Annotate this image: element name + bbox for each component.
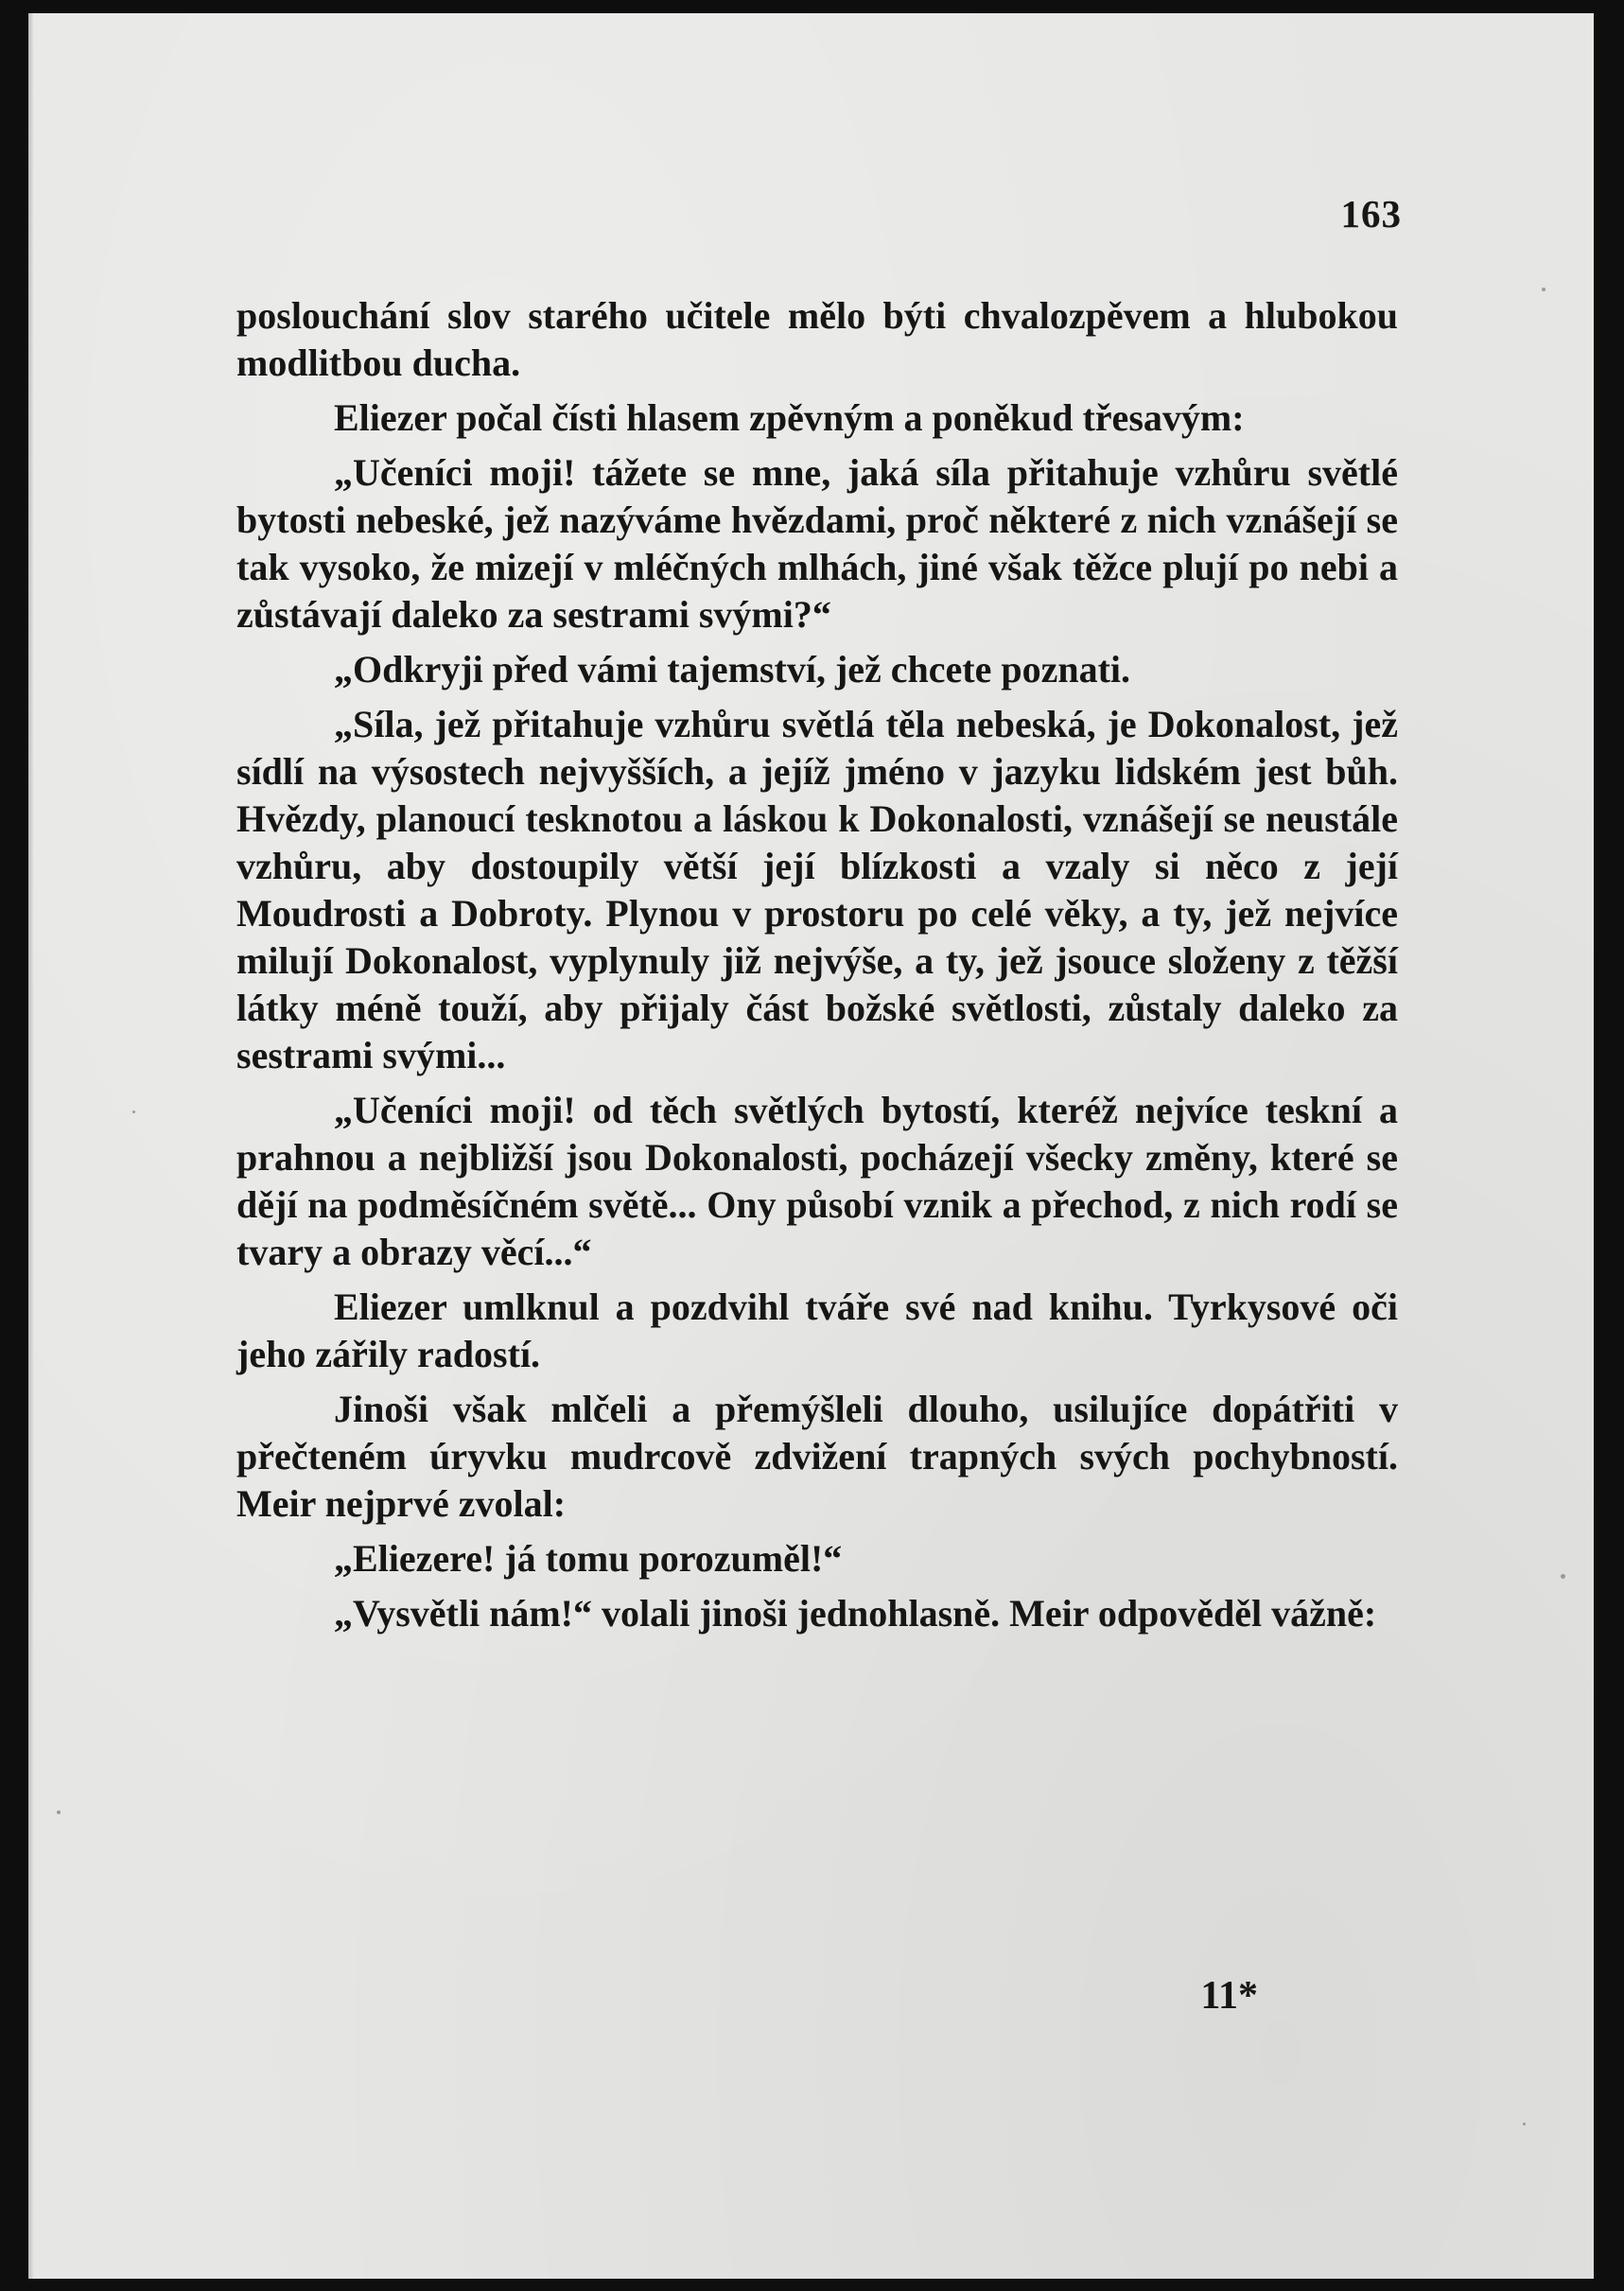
page-edge-shadow: [28, 13, 34, 2279]
book-page: [28, 13, 1594, 2279]
paragraph-9: „Eliezere! já tomu porozuměl!“: [334, 1537, 843, 1580]
paper-speck: [1561, 1574, 1565, 1579]
paper-speck: [57, 1810, 61, 1814]
paragraph-6: „Učeníci moji! od těch světlých bytostí, kteréž nejvíce teskní a prahnou a nejbližší jsou Dokonalosti, pocházejí všecky změny, které se dějí na podměsíčném světě... Ony působí vznik a přechod, z nich rodí se tvary a obrazy věcí...“: [236, 1089, 1398, 1273]
paragraph-8: Jinoši však mlčeli a přemýšleli dlouho, usilujíce dopátřiti v přečteném úryvku mudrcově zdvižení trapných svých pochybností. Meir nejprvé zvolal:: [236, 1388, 1398, 1525]
paragraph-5: „Síla, jež přitahuje vzhůru světlá těla nebeská, je Dokonalost, jež sídlí na výsostech nejvyšších, a jejíž jméno v jazyku lidském jest bůh. Hvězdy, planoucí tesknotou a láskou k Dokonalosti, vznášejí se neustále vzhůru, aby dostoupily větší její blízkosti a vzaly si něco z její Moudrosti a Dobroty. Plynou v prostoru po celé věky, a ty, jež nejvíce milují Dokonalost, vyplynuly již nejvýše, a ty, jež jsouce složeny z těžší látky méně touží, aby přijaly část božské světlosti, zůstaly daleko za sestrami svými...: [236, 703, 1398, 1076]
body-text: [236, 292, 1398, 1645]
page-number: 163: [1340, 192, 1402, 236]
paper-speck: [132, 1111, 135, 1113]
paper-speck: [1542, 288, 1545, 291]
paragraph-10: „Vysvětli nám!“ volali jinoši jednohlasně. Meir odpověděl vážně:: [334, 1592, 1377, 1635]
printer-signature-mark: 11*: [1200, 1974, 1258, 2018]
paragraph-4: „Odkryji před vámi tajemství, jež chcete poznati.: [334, 648, 1131, 691]
paper-speck: [1523, 2123, 1526, 2125]
paragraph-7: Eliezer umlknul a pozdvihl tváře své nad knihu. Tyrkysové oči jeho zářily radostí.: [236, 1285, 1398, 1375]
paragraph-3: „Učeníci moji! tážete se mne, jaká síla přitahuje vzhůru světlé bytosti nebeské, jež nazýváme hvězdami, proč některé z nich vznášejí se tak vysoko, že mizejí v mléčných mlhách, jiné však těžce plují po nebi a zůstávají daleko za sestrami svými?“: [236, 451, 1398, 636]
paragraph-1: poslouchání slov starého učitele mělo býti chvalozpěvem a hlubokou modlitbou ducha.: [236, 294, 1398, 384]
paragraph-2: Eliezer počal čísti hlasem zpěvným a poněkud třesavým:: [334, 396, 1245, 439]
